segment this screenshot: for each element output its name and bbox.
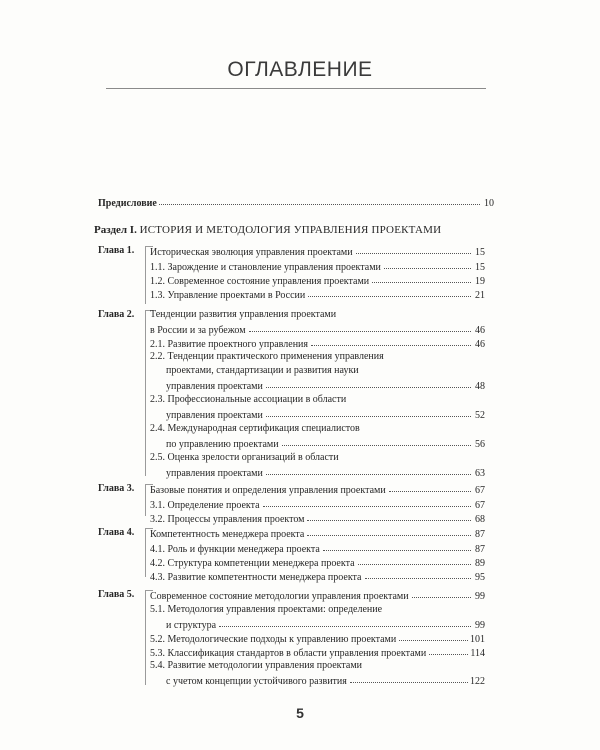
page-ref: 10 [484, 198, 494, 209]
page-ref: 101 [470, 634, 485, 645]
subsection-title: с учетом концепции устойчивого развития [166, 676, 347, 687]
toc-entry-3-1[interactable] [0, 497, 600, 511]
leader-dots [350, 672, 468, 683]
leader-dots [307, 510, 471, 521]
toc-entry-2-2-cont [0, 364, 600, 378]
subsection-title: 4.2. Структура компетенции менеджера проекта [150, 558, 355, 569]
toc-entry-2-4-cont [0, 436, 600, 450]
chapter-title: Историческая эволюция управления проектами [150, 247, 353, 258]
page-ref: 99 [475, 620, 485, 631]
toc-entry-3-2[interactable] [0, 511, 600, 525]
toc-entry-chapter-3[interactable] [0, 482, 600, 496]
chapter-label: Глава 1. [98, 245, 135, 256]
leader-dots [399, 630, 468, 641]
leader-dots [219, 616, 471, 627]
leader-dots [311, 335, 471, 346]
leader-dots [263, 496, 471, 507]
toc-entry-chapter-4[interactable] [0, 526, 600, 540]
leader-dots [365, 568, 472, 579]
toc-entry-1-2[interactable] [0, 273, 600, 287]
leader-dots [389, 481, 471, 492]
leader-dots [308, 286, 471, 297]
toc-entry-2-2-cont [0, 378, 600, 392]
page-ref: 19 [475, 276, 485, 287]
page-ref: 87 [475, 544, 485, 555]
toc-entry-1-1[interactable] [0, 259, 600, 273]
subsection-title: 4.3. Развитие компетентности менеджера проекта [150, 572, 362, 583]
page-ref: 21 [475, 290, 485, 301]
page-number: 5 [296, 705, 304, 721]
subsection-title: 5.4. Развитие методологии управления проектами [150, 660, 363, 671]
chapter-title: в России и за рубежом [150, 325, 246, 336]
toc-entry-2-5-cont [0, 465, 600, 479]
page-ref: 89 [475, 558, 485, 569]
subsection-title: управления проектами [166, 410, 263, 421]
toc-entry-2-1[interactable] [0, 336, 600, 350]
chapter-title: Компетентность менеджера проекта [150, 529, 305, 540]
toc-entry-2-5[interactable] [0, 451, 600, 465]
subsection-title: 1.1. Зарождение и становление управления проектами [150, 262, 381, 273]
subsection-title: 5.3. Классификация стандартов в области управления проектами [150, 648, 427, 659]
toc-entry-4-1[interactable] [0, 541, 600, 555]
subsection-title: 2.3. Профессиональные ассоциации в области [150, 394, 347, 405]
toc-entry-1-3[interactable] [0, 287, 600, 301]
page-ref: 87 [475, 529, 485, 540]
subsection-title: проектами, стандартизации и развития науки [166, 365, 359, 376]
section-heading[interactable] [94, 222, 494, 238]
chapter-label: Глава 3. [98, 483, 135, 494]
toc-entry-chapter-5[interactable] [0, 588, 600, 602]
chapter-label: Глава 5. [98, 589, 135, 600]
subsection-title: 5.2. Методологические подходы к управлению проектами [150, 634, 397, 645]
toc-entry-5-3[interactable] [0, 645, 600, 659]
page-ref: 95 [475, 572, 485, 583]
toc-entry-5-4-cont [0, 673, 600, 687]
subsection-title: 3.2. Процессы управления проектом [150, 514, 305, 525]
leader-dots [358, 554, 471, 565]
page-ref: 15 [475, 247, 485, 258]
leader-dots [266, 464, 471, 475]
toc-entry-5-1-cont [0, 617, 600, 631]
subsection-title: 2.4. Международная сертификация специалистов [150, 423, 360, 434]
subsection-title: 2.5. Оценка зрелости организаций в области [150, 452, 339, 463]
leader-dots [266, 377, 471, 388]
page-ref: 67 [475, 485, 485, 496]
subsection-title: 1.3. Управление проектами в России [150, 290, 306, 301]
page-ref: 56 [475, 439, 485, 450]
page-ref: 46 [475, 339, 485, 350]
subsection-title: управления проектами [166, 468, 263, 479]
chapter-title: Базовые понятия и определения управления проектами [150, 485, 386, 496]
page-ref: 15 [475, 262, 485, 273]
subsection-title: и структура [166, 620, 217, 631]
leader-dots [307, 525, 471, 536]
toc-entry-preface[interactable] [0, 195, 600, 209]
toc-entry-4-3[interactable] [0, 569, 600, 583]
subsection-title: 2.1. Развитие проектного управления [150, 339, 309, 350]
subsection-title: по управлению проектами [166, 439, 279, 450]
leader-dots [266, 406, 471, 417]
subsection-title: 3.1. Определение проекта [150, 500, 260, 511]
preface-label: Предисловие [98, 198, 157, 209]
page-title: ОГЛАВЛЕНИЕ [227, 58, 373, 81]
page-ref: 48 [475, 381, 485, 392]
toc-entry-chapter-2-cont [0, 322, 600, 336]
leader-dots [372, 272, 471, 283]
page-ref: 114 [470, 648, 485, 659]
toc-entry-4-2[interactable] [0, 555, 600, 569]
toc-entry-2-4[interactable] [0, 422, 600, 436]
page-ref: 68 [475, 514, 485, 525]
leader-dots [249, 321, 471, 332]
chapter-title: Современное состояние методологии управления проектами [150, 591, 409, 602]
toc-entry-2-2[interactable] [0, 350, 600, 364]
section-label: Раздел I. [94, 224, 137, 236]
leader-dots [412, 587, 471, 598]
subsection-title: 1.2. Современное состояние управления проектами [150, 276, 370, 287]
leader-dots [356, 243, 471, 254]
leader-dots [323, 540, 471, 551]
leader-dots [384, 258, 471, 269]
page-ref: 67 [475, 500, 485, 511]
page-ref: 63 [475, 468, 485, 479]
toc-entry-chapter-1[interactable] [0, 244, 600, 258]
leader-dots [429, 644, 468, 655]
leader-dots [159, 194, 480, 205]
toc-entry-2-3[interactable] [0, 393, 600, 407]
subsection-title: 4.1. Роль и функции менеджера проекта [150, 544, 320, 555]
subsection-title: 5.1. Методология управления проектами: определение [150, 604, 383, 615]
toc-entry-5-4[interactable] [0, 659, 600, 673]
toc-entry-5-1[interactable] [0, 603, 600, 617]
page-ref: 46 [475, 325, 485, 336]
toc-entry-chapter-2[interactable] [0, 308, 600, 322]
chapter-label: Глава 2. [98, 309, 135, 320]
subsection-title: 2.2. Тенденции практического применения управления [150, 351, 384, 362]
toc-entry-5-2[interactable] [0, 631, 600, 645]
subsection-title: управления проектами [166, 381, 263, 392]
page-ref: 99 [475, 591, 485, 602]
leader-dots [282, 435, 471, 446]
page-ref: 52 [475, 410, 485, 421]
chapter-label: Глава 4. [98, 527, 135, 538]
toc-entry-2-3-cont [0, 407, 600, 421]
title-underline [106, 88, 486, 89]
section-title: ИСТОРИЯ И МЕТОДОЛОГИЯ УПРАВЛЕНИЯ ПРОЕКТАМИ [139, 224, 442, 236]
chapter-title: Тенденции развития управления проектами [150, 309, 337, 320]
page-ref: 122 [470, 676, 485, 687]
